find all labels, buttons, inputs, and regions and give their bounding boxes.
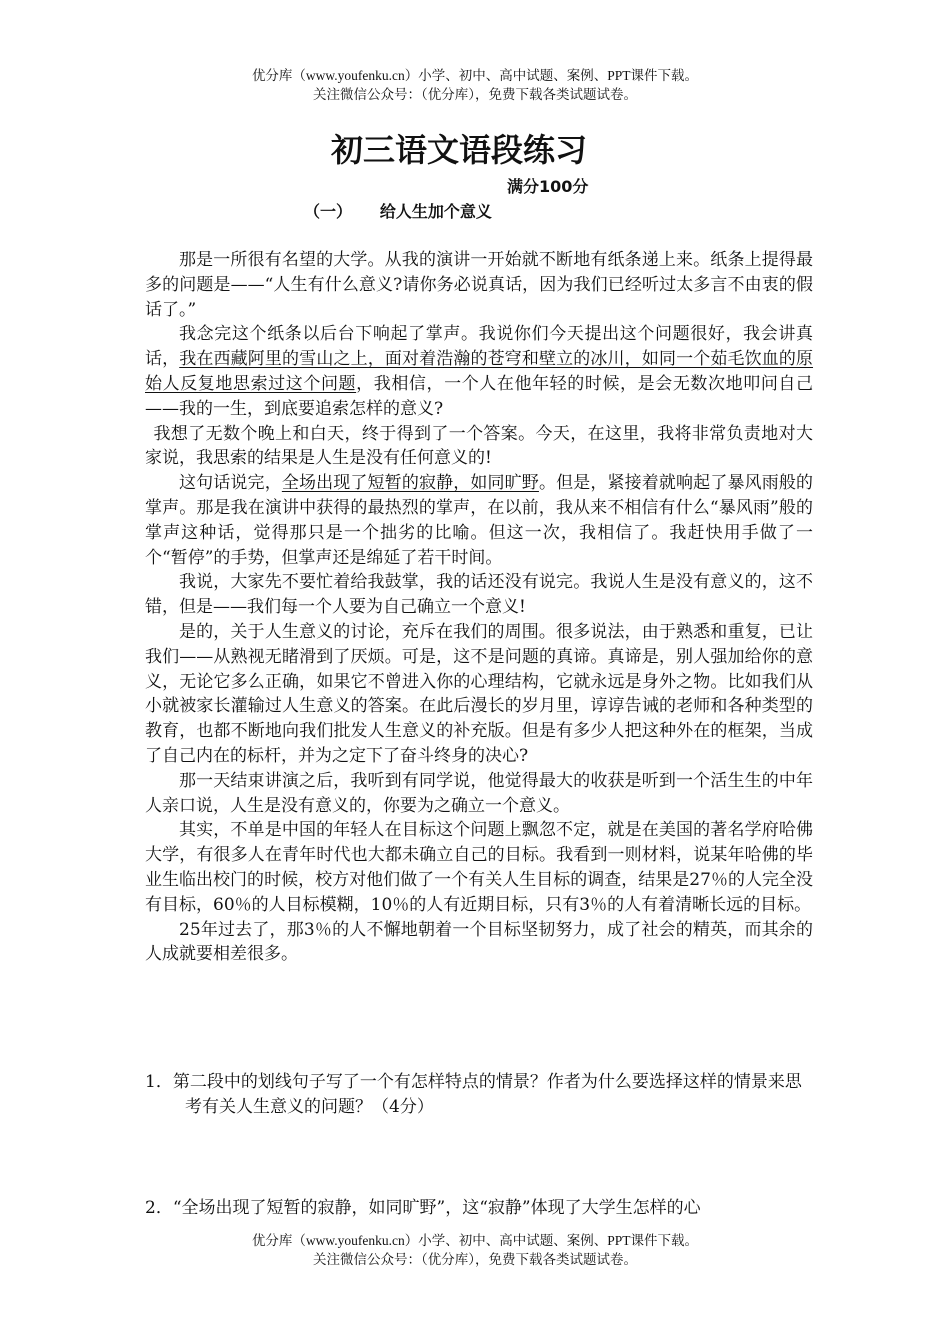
reading-passage — [145, 248, 813, 967]
section-title: 给人生加个意义 — [379, 202, 492, 221]
page-footer — [0, 1231, 950, 1269]
underlined-sentence-2: 全场出现了短暂的寂静，如同旷野 — [281, 473, 539, 494]
section-number: （一） — [304, 202, 353, 221]
page-title: 初三语文语段练习 — [330, 131, 587, 169]
underlined-sentence-1: 我在西藏阿里的雪山之上，面对着浩瀚的苍穹和壁立的冰川，如同一个茹毛饮血的原始人反复地思索过这个问题 — [145, 349, 814, 394]
paragraph-1: 那是一所很有名望的大学。从我的演讲一开始就不断地有纸条递上来。纸条上提得最多的问题是——“人生有什么意义?请你务必说真话，因为我们已经听过太多言不由衷的假话了。” — [145, 250, 813, 320]
question-1: 1．第二段中的划线句子写了一个有怎样特点的情景？作者为什么要选择这样的情景来思考有关人生意义的问题？（4分） — [145, 1072, 802, 1117]
paragraph-7: 那一天结束讲演之后，我听到有同学说，他觉得最大的收获是听到一个活生生的中年人亲口说，人生是没有意义的，你要为之确立一个意义。 — [145, 770, 813, 816]
footer-line-2: 关注微信公众号：（优分库），免费下载各类试题试卷。 — [313, 1252, 637, 1267]
paragraph-3: 我想了无数个晚上和白天，终于得到了一个答案。今天，在这里，我将非常负责地对大家说，我思索的结果是人生是没有任何意义的! — [145, 423, 813, 469]
header-line-1: 优分库（www.youfenku.cn）小学、初中、高中试题、案例、PPT课件下载。 — [251, 68, 699, 83]
paragraph-5: 我说，大家先不要忙着给我鼓掌，我的话还没有说完。我说人生是没有意义的，这不错，但是——我们每一个人要为自己确立一个意义! — [145, 572, 813, 618]
header-line-2: 关注微信公众号：（优分库），免费下载各类试题试卷。 — [313, 87, 637, 102]
paragraph-9: 25年过去了，那3％的人不懈地朝着一个目标坚韧努力，成了社会的精英，而其余的人成就要相差很多。 — [145, 919, 813, 965]
section-heading — [304, 201, 492, 223]
paragraph-6: 是的，关于人生意义的讨论，充斥在我们的周围。很多说法，由于熟悉和重复，已让我们——从熟视无睹滑到了厌烦。可是，这不是问题的真谛。真谛是，别人强加给你的意义，无论它多么正确，如果它不曾进入你的心理结构，它就永远是身外之物。比如我们从小就被家长灌输过人生意义的答案。在此后漫长的岁月里，谆谆告诫的老师和各种类型的教育，也都不断地向我们批发人生意义的补充版。但是有多少人把这种外在的框架，当成了自己内在的标杆，并为之定下了奋斗终身的决心? — [145, 621, 813, 766]
question-2: 2．“全场出现了短暂的寂静，如同旷野”，这“寂静”体现了大学生怎样的心 — [145, 1198, 701, 1218]
footer-line-1: 优分库（www.youfenku.cn）小学、初中、高中试题、案例、PPT课件下载。 — [251, 1233, 699, 1248]
page-header — [0, 66, 950, 104]
full-score: 满分100分 — [507, 177, 589, 196]
paragraph-2: 我念完这个纸条以后台下响起了掌声。我说你们今天提出这个问题很好，我会讲真话，我在西藏阿里的雪山之上，面对着浩瀚的苍穹和壁立的冰川，如同一个茹毛饮血的原始人反复地思索过这个问题，我相信，一个人在他年轻的时候，是会无数次地叩问自己——我的一生，到底要追索怎样的意义? — [145, 324, 814, 419]
paragraph-4: 这句话说完，全场出现了短暂的寂静，如同旷野。但是，紧接着就响起了暴风雨般的掌声。那是我在演讲中获得的最热烈的掌声，在以前，我从来不相信有什么“暴风雨”般的掌声这种话，觉得那只是一个拙劣的比喻。但这一次，我相信了。我赶快用手做了一个“暂停”的手势，但掌声还是绵延了若干时间。 — [145, 473, 814, 568]
paragraph-8: 其实，不单是中国的年轻人在目标这个问题上飘忽不定，就是在美国的著名学府哈佛大学，有很多人在青年时代也大都未确立自己的目标。我看到一则材料，说某年哈佛的毕业生临出校门的时候，校方对他们做了一个有关人生目标的调查，结果是27％的人完全没有目标，60％的人目标模糊，10％的人有近期目标，只有3％的人有着清晰长远的目标。 — [145, 820, 813, 915]
